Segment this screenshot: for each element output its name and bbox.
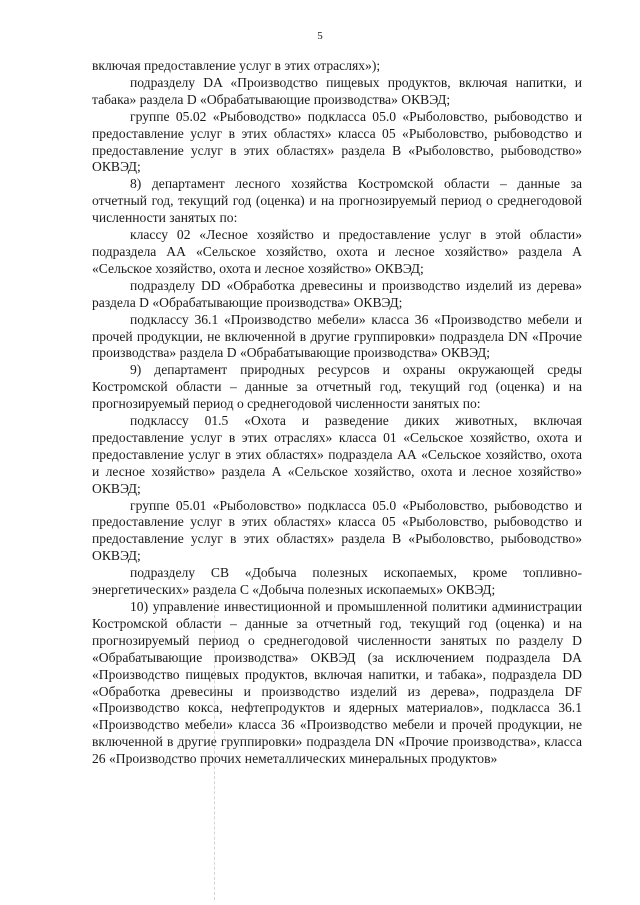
paragraph-class-02: классу 02 «Лесное хозяйство и предоставление услуг в этой области» подраздела АА «Сельское хозяйство, охота и лесное хозяйство» раздела А «Сельское хозяйство, охота и лесное хозяйство» ОКВЭД; — [92, 227, 582, 276]
paragraph-group-05-01: группе 05.01 «Рыболовство» подкласса 05.0 «Рыболовство, рыбоводство и предоставление услуг в этих областях» класса 05 «Рыболовство, рыбоводство и предоставление услуг в этих областях» раздела В «Рыболовство, рыбоводство» ОКВЭД; — [92, 497, 582, 564]
paragraph-subclass-01-5: подклассу 01.5 «Охота и разведение диких животных, включая предоставление услуг в этих отраслях» класса 01 «Сельское хозяйство, охота и предоставление услуг в этих областях» подраздела АА «Сельское хозяйство, охота и лесное хозяйство» раздела А «Сельское хозяйство, охота и лесное хозяйство» ОКВЭД; — [92, 413, 582, 496]
paragraph-group-05-02: группе 05.02 «Рыбоводство» подкласса 05.0 «Рыболовство, рыбоводство и предоставление услуг в этих областях» класса 05 «Рыболовство, рыбоводство и предоставление услуг в этих областях» раздела В «Рыболовство, рыбоводство» ОКВЭД; — [92, 108, 582, 175]
paragraph-subsection-cb: подразделу СВ «Добыча полезных ископаемых, кроме топливно-энергетических» раздела С «Добыча полезных ископаемых» ОКВЭД; — [92, 565, 582, 598]
paragraph-subsection-da: подразделу DA «Производство пищевых продуктов, включая напитки, и табака» раздела D «Обрабатывающие производства» ОКВЭД; — [92, 74, 582, 107]
document-body — [92, 58, 582, 768]
paragraph-subsection-dd: подразделу DD «Обработка древесины и производство изделий из дерева» раздела D «Обрабатывающие производства» ОКВЭД; — [92, 277, 582, 310]
paragraph-item-10: 10) управление инвестиционной и промышленной политики администрации Костромской области – данные за отчетный год, текущий год (оценка) и на прогнозируемый период о среднегодовой численности занятых по разделу D «Обрабатывающие производства» ОКВЭД (за исключением подраздела DA «Производство пищевых продуктов, включая напитки, и табака», подраздела DD «Обработка древесины и производство изделий из дерева», подраздела DF «Производство кокса, нефтепродуктов и ядерных материалов», подкласса 36.1 «Производство мебели» класса 36 «Производство мебели и прочей продукции, не включенной в другие группировки» подраздела DN «Прочие производства», класса 26 «Производство прочих неметаллических минеральных продуктов» — [92, 599, 582, 767]
scan-artifact-line — [214, 600, 216, 900]
paragraph-item-8: 8) департамент лесного хозяйства Костромской области – данные за отчетный год, текущий год (оценка) и на прогнозируемый период о среднегодовой численности занятых по: — [92, 176, 582, 226]
paragraph-continuation: включая предоставление услуг в этих отраслях»); — [92, 58, 381, 73]
page-number: 5 — [317, 30, 323, 42]
paragraph-subclass-36-1: подклассу 36.1 «Производство мебели» класса 36 «Производство мебели и прочей продукции, не включенной в другие группировки» подраздела DN «Прочие производства» раздела D «Обрабатывающие производства» ОКВЭД; — [92, 311, 582, 361]
paragraph-item-9: 9) департамент природных ресурсов и охраны окружающей среды Костромской области – данные за отчетный год, текущий год (оценка) и на прогнозируемый период о среднегодовой численности занятых по: — [92, 362, 582, 412]
